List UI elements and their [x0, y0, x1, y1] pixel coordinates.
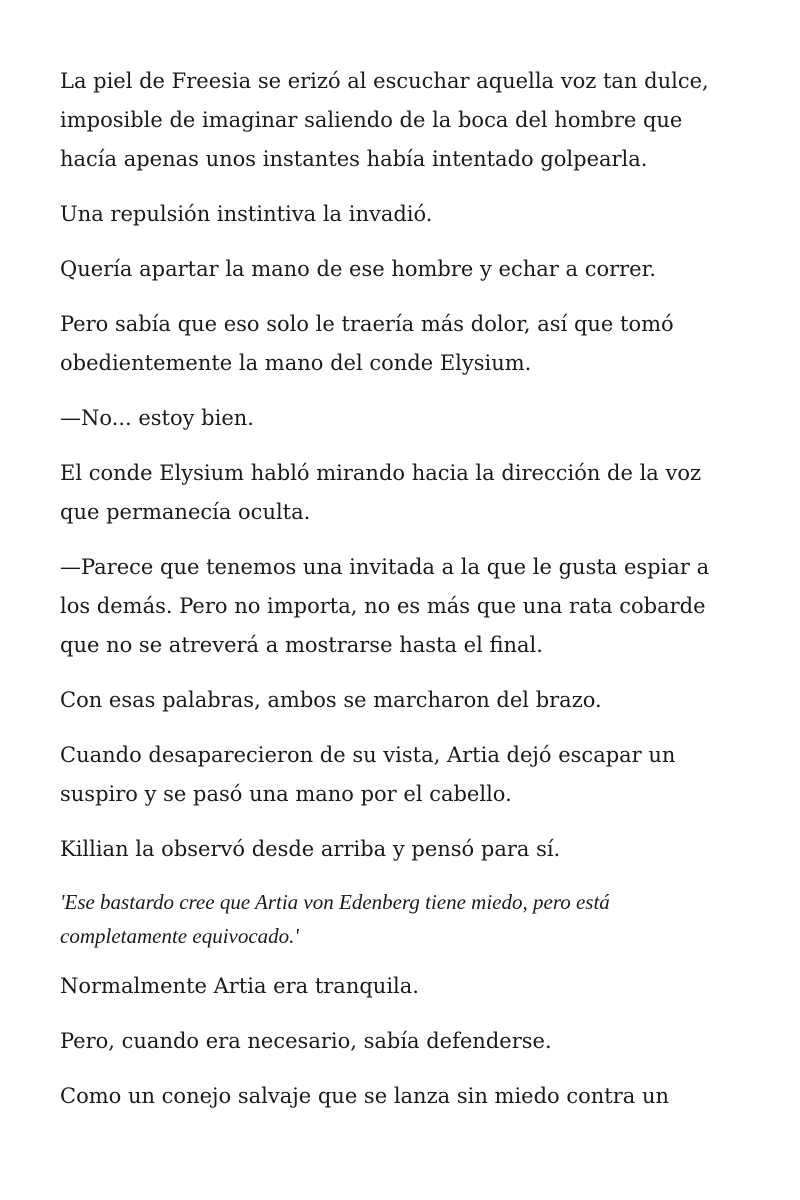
text-line: —No... estoy bien.: [60, 406, 254, 430]
italic-thought-paragraph: [60, 885, 760, 953]
text-line: Killian la observó desde arriba y pensó para sí.: [60, 837, 561, 861]
paragraph: [60, 681, 760, 720]
paragraph: [60, 548, 760, 665]
paragraph: [60, 250, 760, 289]
paragraph: [60, 1022, 760, 1061]
paragraph: [60, 454, 760, 532]
paragraph: [60, 399, 760, 438]
text-line: Normalmente Artia era tranquila.: [60, 974, 419, 998]
text-line: que permanecía oculta.: [60, 500, 311, 524]
text-line: imposible de imaginar saliendo de la boca del hombre que: [60, 108, 683, 132]
document-page: [60, 62, 760, 1132]
text-line: los demás. Pero no importa, no es más que una rata cobarde: [60, 594, 706, 618]
text-line: completamente equivocado.': [60, 924, 299, 948]
text-line: Pero sabía que eso solo le traería más dolor, así que tomó: [60, 312, 674, 336]
text-line: suspiro y se pasó una mano por el cabello.: [60, 782, 512, 806]
text-line: que no se atreverá a mostrarse hasta el final.: [60, 633, 543, 657]
text-line: Quería apartar la mano de ese hombre y echar a correr.: [60, 257, 657, 281]
text-line: La piel de Freesia se erizó al escuchar aquella voz tan dulce,: [60, 69, 709, 93]
body-text: [60, 62, 760, 1116]
text-line: El conde Elysium habló mirando hacia la dirección de la voz: [60, 461, 702, 485]
text-line: Con esas palabras, ambos se marcharon del brazo.: [60, 688, 602, 712]
text-line: —Parece que tenemos una invitada a la que le gusta espiar a: [60, 555, 710, 579]
text-line: Como un conejo salvaje que se lanza sin miedo contra un: [60, 1084, 669, 1108]
text-line: hacía apenas unos instantes había intentado golpearla.: [60, 147, 648, 171]
paragraph: [60, 1077, 760, 1116]
paragraph: [60, 62, 760, 179]
text-line: Una repulsión instintiva la invadió.: [60, 202, 433, 226]
text-line: Cuando desaparecieron de su vista, Artia dejó escapar un: [60, 743, 676, 767]
text-line: obedientemente la mano del conde Elysium.: [60, 351, 532, 375]
text-line: Pero, cuando era necesario, sabía defenderse.: [60, 1029, 552, 1053]
paragraph: [60, 305, 760, 383]
paragraph: [60, 195, 760, 234]
paragraph: [60, 736, 760, 814]
text-line: 'Ese bastardo cree que Artia von Edenberg tiene miedo, pero está: [60, 890, 610, 914]
paragraph: [60, 967, 760, 1006]
paragraph: [60, 830, 760, 869]
